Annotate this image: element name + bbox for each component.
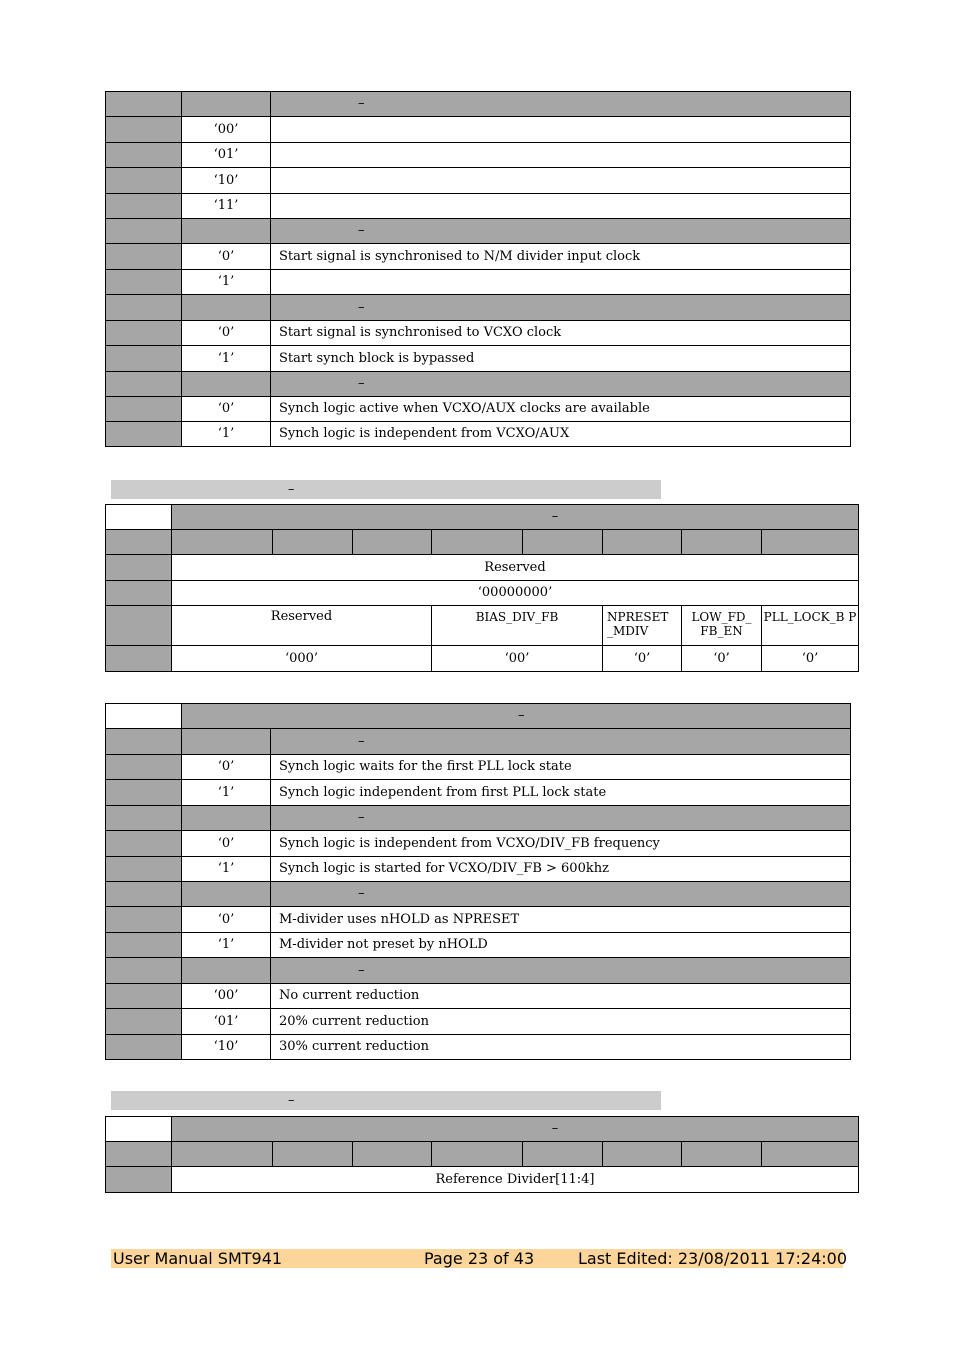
field-default: ‘00’ bbox=[432, 646, 603, 672]
footer-last-edited: Last Edited: 23/08/2011 17:24:00 bbox=[578, 1249, 848, 1268]
table-row bbox=[106, 1167, 859, 1193]
reserved-label: Reserved bbox=[172, 555, 859, 581]
field-default: ‘0’ bbox=[603, 646, 682, 672]
table-row bbox=[106, 422, 851, 447]
bit-description: Start signal is synchronised to N/M divider input clock bbox=[271, 244, 851, 270]
bit-description: Start synch block is bypassed bbox=[271, 346, 851, 372]
table-row bbox=[106, 907, 851, 933]
table-row bbox=[106, 397, 851, 422]
bit-value: ‘1’ bbox=[182, 346, 271, 372]
bit-description: Synch logic is independent from VCXO/DIV_FB frequency bbox=[271, 831, 851, 857]
bit-value: ‘11’ bbox=[182, 194, 271, 219]
bit-description: M-divider uses nHOLD as NPRESET bbox=[271, 907, 851, 933]
field-name: LOW_FD_ FB_EN bbox=[682, 606, 762, 646]
table-row bbox=[106, 270, 851, 295]
bit-value: ‘0’ bbox=[182, 244, 271, 270]
table-row bbox=[106, 857, 851, 882]
table-row bbox=[106, 321, 851, 346]
bit-value: ‘01’ bbox=[182, 143, 271, 168]
field-name: Reserved bbox=[172, 606, 432, 646]
section-dash: – bbox=[358, 376, 365, 391]
field-default: ‘0’ bbox=[762, 646, 859, 672]
reserved-default: ‘00000000’ bbox=[172, 581, 859, 606]
bit-value: ‘1’ bbox=[182, 933, 271, 958]
register-caption bbox=[111, 480, 661, 499]
bit-description: Synch logic independent from first PLL lock state bbox=[271, 780, 851, 806]
bit-value: ‘00’ bbox=[182, 984, 271, 1009]
table-row bbox=[106, 555, 859, 581]
bit-description: Synch logic active when VCXO/AUX clocks are available bbox=[271, 397, 851, 422]
field-default: ‘000’ bbox=[172, 646, 432, 672]
bit-description-table-2 bbox=[105, 703, 851, 1060]
bit-value: ‘1’ bbox=[182, 422, 271, 447]
bit-value: ‘1’ bbox=[182, 857, 271, 882]
bit-value: ‘00’ bbox=[182, 117, 271, 143]
table-row bbox=[106, 168, 851, 194]
bit-description: M-divider not preset by nHOLD bbox=[271, 933, 851, 958]
bit-value: ‘1’ bbox=[182, 780, 271, 806]
section-dash: – bbox=[358, 886, 365, 901]
bit-value: ‘0’ bbox=[182, 755, 271, 780]
bit-description: Start signal is synchronised to VCXO clock bbox=[271, 321, 851, 346]
bit-description-table-1 bbox=[105, 91, 851, 447]
header-dash: – bbox=[551, 509, 559, 524]
bit-value: ‘0’ bbox=[182, 321, 271, 346]
caption-dash: – bbox=[288, 482, 295, 497]
register-caption bbox=[111, 1091, 661, 1110]
register-map-table-2 bbox=[105, 1116, 859, 1193]
register-map-table-1 bbox=[105, 504, 859, 672]
bit-description: Synch logic is independent from VCXO/AUX bbox=[271, 422, 851, 447]
bit-description bbox=[271, 168, 851, 194]
footer-page-number: Page 23 of 43 bbox=[424, 1249, 535, 1268]
table-row bbox=[106, 933, 851, 958]
section-dash: – bbox=[358, 962, 365, 978]
section-dash: – bbox=[358, 223, 365, 238]
section-dash: – bbox=[358, 299, 365, 315]
bit-value: ‘10’ bbox=[182, 168, 271, 194]
table-row bbox=[106, 346, 851, 372]
caption-dash: – bbox=[288, 1093, 295, 1108]
table-row bbox=[106, 755, 851, 780]
field-name: PLL_LOCK_B P bbox=[762, 606, 859, 646]
bit-description bbox=[271, 117, 851, 143]
table-row bbox=[106, 581, 859, 606]
footer-manual-title: User Manual SMT941 bbox=[113, 1249, 283, 1268]
table-row bbox=[106, 831, 851, 857]
bit-value: ‘10’ bbox=[182, 1035, 271, 1060]
table-row bbox=[106, 606, 859, 646]
bit-description bbox=[271, 270, 851, 295]
bit-value: ‘01’ bbox=[182, 1009, 271, 1035]
section-dash: – bbox=[358, 733, 365, 749]
table-row bbox=[106, 244, 851, 270]
table-row bbox=[106, 143, 851, 168]
header-dash: – bbox=[518, 708, 525, 723]
table-row bbox=[106, 117, 851, 143]
section-dash: – bbox=[358, 96, 365, 111]
table-row bbox=[106, 1035, 851, 1060]
bit-description: 30% current reduction bbox=[271, 1035, 851, 1060]
bit-value: ‘0’ bbox=[182, 397, 271, 422]
field-default: ‘0’ bbox=[682, 646, 762, 672]
header-dash: – bbox=[551, 1121, 559, 1136]
bit-description: 20% current reduction bbox=[271, 1009, 851, 1035]
field-name: NPRESET _MDIV bbox=[603, 606, 682, 646]
table-row bbox=[106, 646, 859, 672]
table-row bbox=[106, 780, 851, 806]
bit-value: ‘0’ bbox=[182, 831, 271, 857]
bit-description: Synch logic is started for VCXO/DIV_FB > 600khz bbox=[271, 857, 851, 882]
bit-description: Synch logic waits for the first PLL lock state bbox=[271, 755, 851, 780]
bit-description bbox=[271, 143, 851, 168]
table-row bbox=[106, 1009, 851, 1035]
bit-value: ‘0’ bbox=[182, 907, 271, 933]
table-row bbox=[106, 194, 851, 219]
field-name: BIAS_DIV_FB bbox=[432, 606, 603, 646]
reference-divider-label: Reference Divider[11:4] bbox=[172, 1167, 859, 1193]
bit-description bbox=[271, 194, 851, 219]
page-footer bbox=[111, 1249, 848, 1268]
bit-value: ‘1’ bbox=[182, 270, 271, 295]
section-dash: – bbox=[358, 810, 365, 825]
table-row bbox=[106, 984, 851, 1009]
bit-description: No current reduction bbox=[271, 984, 851, 1009]
